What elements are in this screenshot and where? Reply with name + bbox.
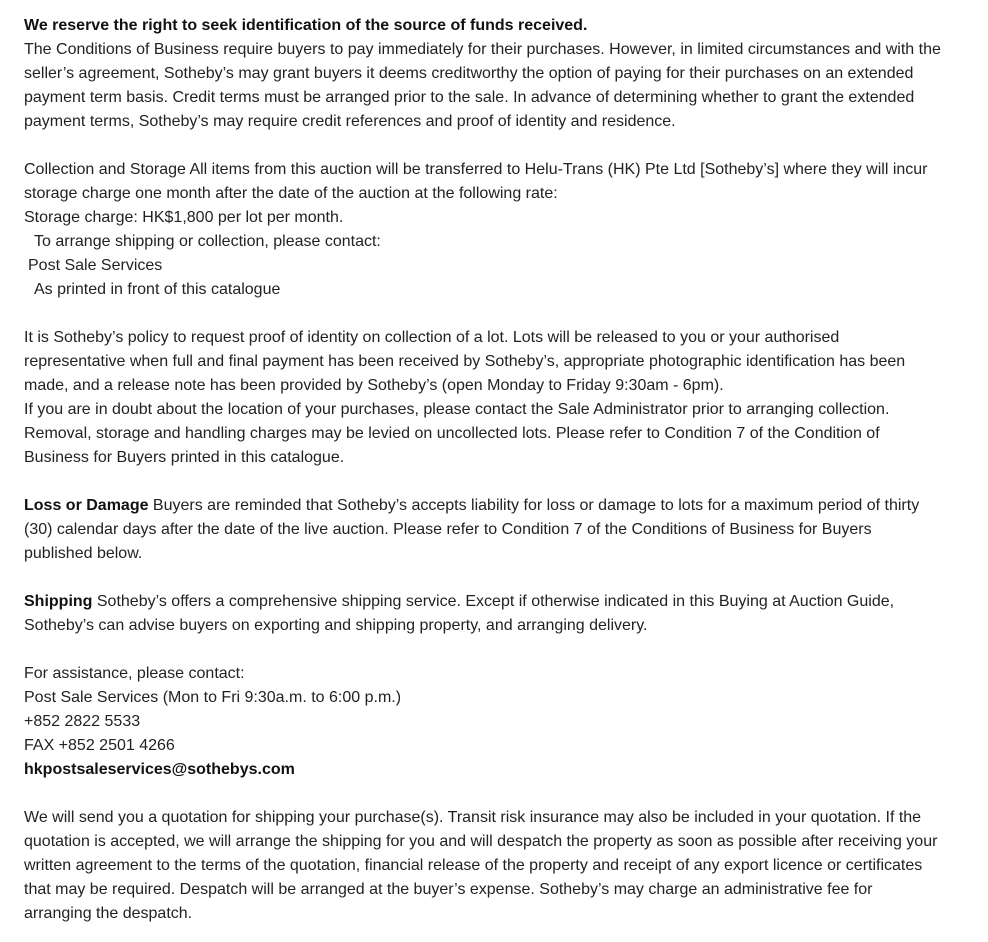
assistance-intro: For assistance, please contact: (24, 665, 245, 682)
assistance-hours: Post Sale Services (Mon to Fri 9:30a.m. to 6:00 p.m.) (24, 689, 402, 706)
collection-paragraph: Collection and Storage All items from this auction will be transferred to Helu-Trans (HK) Pte Ltd [Sotheby’s] where they will incur storage charge one month after the date of the auction at the following rate: (24, 161, 928, 202)
funds-paragraph: The Conditions of Business require buyers to pay immediately for their purchases. However, in limited circumstances and with the seller’s agreement, Sotheby’s may grant buyers it deems creditworthy the option of paying for their purchases on an extended payment term basis. Credit terms must be arranged prior to the sale. In advance of determining whether to grant the extended payment terms, Sotheby’s may require credit references and proof of identity and residence. (24, 41, 941, 130)
spacer (24, 134, 944, 158)
post-sale-line: Post Sale Services (28, 257, 163, 274)
spacer (24, 302, 944, 326)
funds-heading: We reserve the right to seek identification of the source of funds received. (24, 17, 588, 34)
shipping-label: Shipping (24, 593, 93, 610)
assistance-email (24, 758, 944, 782)
spacer (24, 470, 944, 494)
spacer (24, 782, 944, 806)
spacer (24, 638, 944, 662)
arrange-line: To arrange shipping or collection, please contact: (34, 233, 381, 250)
assistance-fax: FAX +852 2501 4266 (24, 737, 175, 754)
loss-label: Loss or Damage (24, 497, 149, 514)
doubt-paragraph: If you are in doubt about the location of your purchases, please contact the Sale Administrator prior to arranging collection. Removal, storage and handling charges may be levied on uncollected lots. Please refer to Condition 7 of the Condition of Business for Buyers printed in this catalogue. (24, 401, 890, 466)
printed-line: As printed in front of this catalogue (34, 281, 281, 298)
email-link[interactable]: hkpostsaleservices@sothebys.com (24, 761, 295, 778)
shipping-text: Sotheby’s offers a comprehensive shipping service. Except if otherwise indicated in this Buying at Auction Guide, Sotheby’s can advise buyers on exporting and shipping property, and arranging delivery. (24, 593, 895, 634)
document-body (24, 14, 944, 926)
assistance-phone: +852 2822 5533 (24, 713, 141, 730)
spacer (24, 566, 944, 590)
quotation-paragraph: We will send you a quotation for shipping your purchase(s). Transit risk insurance may also be included in your quotation. If the quotation is accepted, we will arrange the shipping for you and will despatch the property as soon as possible after receiving your written agreement to the terms of the quotation, financial release of the property and receipt of any export licence or certificates that may be required. Despatch will be arranged at the buyer’s expense. Sotheby’s may charge an administrative fee for arranging the despatch. (24, 809, 938, 922)
policy-paragraph: It is Sotheby’s policy to request proof of identity on collection of a lot. Lots will be released to you or your authorised representative when full and final payment has been received by Sotheby’s, appropriate photographic identification has been made, and a release note has been provided by Sotheby’s (open Monday to Friday 9:30am - 6pm). (24, 329, 906, 394)
storage-charge-line: Storage charge: HK$1,800 per lot per month. (24, 209, 344, 226)
loss-text: Buyers are reminded that Sotheby’s accepts liability for loss or damage to lots for a maximum period of thirty (30) calendar days after the date of the live auction. Please refer to Condition 7 of the Conditions of Business for Buyers published below. (24, 497, 920, 562)
loss-paragraph (24, 494, 944, 566)
shipping-paragraph (24, 590, 944, 638)
